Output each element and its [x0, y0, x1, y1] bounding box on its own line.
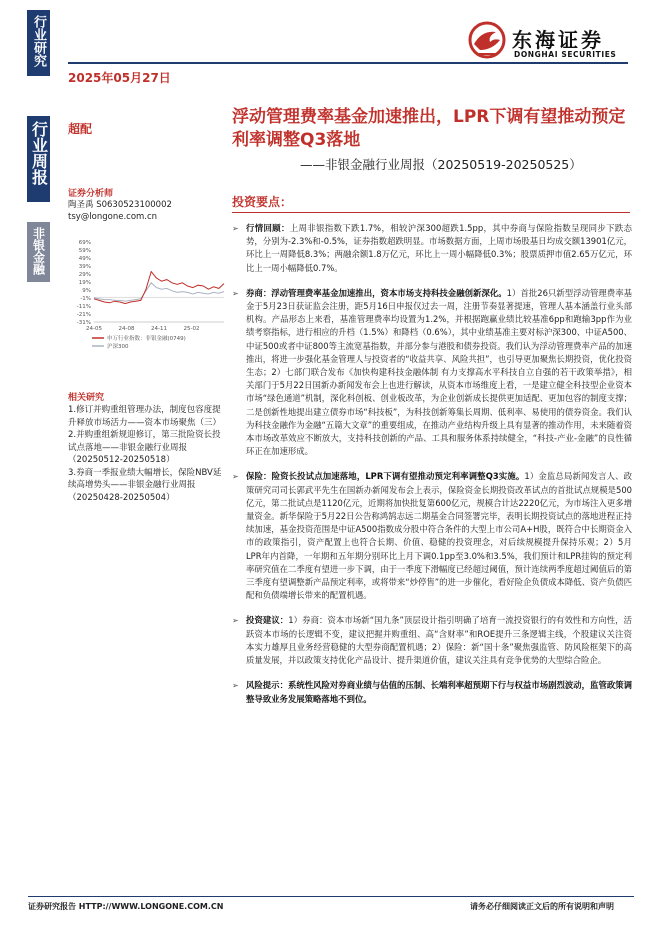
index-performance-chart [68, 236, 228, 372]
y-tick-label: 19% [78, 280, 91, 286]
chart-svg [68, 236, 228, 372]
y-tick-label: -31% [76, 320, 91, 326]
paragraph-text: 上周非银指数下跌1.7%，相较沪深300超跌1.5pp，其中券商与保险指数呈现同步下跌态势，分别为-2.3%和-0.5%，证券指数超跌明显。市场数据方面，上周市场股基日均成交额13901亿元，环比上一周降低8.3%；两融余额1.8万亿元，环比上一周小幅降低0.3%；股票质押市值2.65万亿元，环比上一周小幅降低0.7%。 [246, 223, 633, 273]
analyst-name: 陶圣禹 S0630523100002 [68, 200, 172, 210]
report-body [232, 222, 632, 706]
x-tick-label: 24-05 [86, 326, 102, 332]
analyst-heading: 证券分析师 [68, 189, 114, 199]
footer-divider [28, 896, 634, 897]
side-tab-industry-research [27, 10, 50, 76]
x-tick-label: 24-08 [118, 326, 135, 332]
related-item[interactable]: 3.券商一季报业绩大幅增长，保险NBV延续高增势头——非银金融行业周报（20250428-20250504） [68, 467, 222, 503]
side-tab-label: 非银金融 [31, 227, 46, 275]
side-tab-industry-weekly [27, 116, 50, 202]
analyst-info [68, 199, 172, 223]
brokerage-paragraph [232, 287, 632, 459]
paragraph-text: 1）金监总局新闻发言人、政策研究司司长郭武平先生在国新办新闻发布会上表示，保险资金长期投资改革试点的首批试点规模是500亿元，第二批试点是1120亿元，近期将加快批复第600亿元，规模合计达2220亿元，为市场注入更多增量资金。新华保险于5月22日公告称鸿鹄志远二期基金合同签署完毕，表明长期投资试点的落地进程正持续加速，基金投资范围是中证A500指数成分股中符合条件的大型上市公司A+H股，既符合中长期资金入市的政策指引，资产配置上也符合长期、价值、稳健的投资理念，对后续规模提升保持乐观；2）5月LPR年内首降，一年期和五年期分别环比上月下调0.1pp至3.0%和3.5%，我们预计和LPR挂钩的预定利率研究值在二季度有望进一步下调，由于一季度下滑幅度已经超过阈值，预计连续两季度超过阈值后的第三季度有望调整新产品预定利率，或将带来“炒停售”的进一步催化，看好险企负债成本降低、资产负债匹配和负债端增长带来的配置机遇。 [246, 471, 632, 601]
x-tick-label: 24-11 [151, 326, 167, 332]
y-tick-label: -21% [76, 312, 91, 318]
paragraph-lead: 投资建议： [246, 615, 289, 626]
related-item[interactable]: 2.并购重组新规迎修订，第三批险资长投试点落地——非银金融行业周报（20250512-20250518） [68, 430, 221, 465]
legend-label: 沪深300 [107, 344, 129, 350]
insurance-paragraph [232, 470, 632, 602]
legend-label: 申万行业指数：非银金融(0749) [107, 336, 186, 342]
investment-advice-paragraph [232, 614, 632, 667]
y-tick-label: 49% [78, 256, 91, 262]
bullet-arrow-icon: ➢ [232, 616, 239, 626]
analyst-email[interactable]: tsy@longone.com.cn [68, 212, 158, 222]
series-line [94, 272, 224, 304]
report-date: 2025年05月27日 [68, 71, 171, 85]
paragraph-lead: 风险提示：系统性风险对券商业绩与估值的压制、长端利率超预期下行与权益市场剧烈波动，监管政策调整导致业务发展策略落地不到位。 [246, 680, 632, 704]
x-tick-label: 25-02 [183, 326, 200, 332]
y-tick-label: -1% [80, 296, 91, 302]
bullet-arrow-icon: ➢ [232, 224, 239, 233]
report-subtitle: ——非银金融行业周报（20250519-20250525） [300, 157, 582, 172]
paragraph-text: 1）首批26只新型浮动管理费率基金于5月23日获证监会注册，距5月16日申报仅过去一周，注册节奏显著提速，管理人基本涵盖行业头部机构。产品形态上来看，基准管理费率均设置为1.2%，并根据跑赢业绩比较基准6pp和跑输3pp作为业绩考察指标，进行相应的升档（1.5%）和降档（0.6%），其中业绩基准主要对标沪深300、中证A500、中证500或者中证800等主流宽基指数，并部分参与港股和债券投资。我们认为浮动管理费率产品的加速推出，将进一步强化基金管理人与投资者的“收益共享、风险共担”，也引导更加聚焦长期投资，优化投资生态；2）七部门联合发布《加快构建科技金融体制 有力支撑高水平科技自立自强的若干政策举措》，相关部门于5月22日国新办新闻发布会上也进行解读，从资本市场维度上看，一是建立健全科技型企业资本市场“绿色通道”机制，深化科创板、创业板改革，为企业创新成长提供更加适配、更加包容的制度支撑；二是创新性地提出建立债券市场“科技板”，为科技创新筹集长周期、低利率、易使用的债券资金。我们认为科技金融作为金融“五篇大文章”的重要组成，在推动产业结构升级上具有显著的推动作用，未来随着资本市场改革效应不断放大，支持科技创新的产品、工具和服务体系持续健全，“科技-产业-金融”的良性循环正在加速形成。 [246, 287, 633, 457]
bullet-arrow-icon: ➢ [232, 681, 239, 691]
y-tick-label: 29% [78, 272, 91, 278]
key-points-heading: 投资要点： [232, 195, 293, 209]
related-item[interactable]: 1.修订并购重组管理办法，制度包容度提升释放市场活力——资本市场聚焦（三） [68, 405, 222, 428]
related-research-heading: 相关研究 [68, 393, 105, 403]
footer-disclaimer: 请务必仔细阅读正文后的所有说明和声明 [470, 902, 614, 911]
donghai-logo-icon [466, 20, 508, 64]
market-review-paragraph [232, 222, 632, 275]
header-divider [68, 62, 628, 64]
y-tick-label: 59% [78, 248, 91, 254]
y-tick-label: 69% [78, 240, 91, 246]
key-points-divider [232, 212, 630, 213]
bullet-arrow-icon: ➢ [232, 472, 239, 482]
bullet-arrow-icon: ➢ [232, 288, 239, 298]
y-tick-label: 9% [82, 288, 91, 294]
side-tab-label: 行业周报 [29, 121, 49, 185]
logo-chinese-name: 东海证券 [512, 28, 604, 52]
risk-warning-paragraph [232, 679, 632, 705]
footer-website[interactable]: 证券研究报告 HTTP://WWW.LONGONE.COM.CN [28, 902, 224, 911]
related-research-list [68, 404, 228, 504]
paragraph-lead: 保险：险资长投试点加速落地，LPR下调有望推动预定利率调整Q3实施。 [246, 471, 525, 482]
report-title: 浮动管理费率基金加速推出，LPR下调有望推动预定利率调整Q3落地 [232, 107, 626, 150]
rating-label: 超配 [68, 122, 93, 136]
side-tab-label: 行业研究 [31, 15, 46, 67]
y-tick-label: -11% [76, 304, 91, 310]
series-line [94, 283, 224, 301]
paragraph-lead: 券商：浮动管理费率基金加速推出，资本市场支持科技金融创新深化。 [246, 287, 507, 298]
paragraph-text: 1）券商：资本市场新“国九条”顶层设计指引明确了培育一流投资银行的有效性和方向性，活跃资本市场的长逻辑不变，建议把握并购重组、高“含财率”和ROE提升三条逻辑主线，个股建议关注资本实力雄厚且业务经营稳健的大型券商配置机遇；2）保险：新“国十条”聚焦强监管、防风险框架下的高质量发展，并以政策支持优化产品设计、提升渠道价值，建议关注具有竞争优势的大型综合险企。 [246, 615, 632, 666]
paragraph-lead: 行情回顾： [246, 223, 290, 233]
company-logo [466, 20, 636, 64]
logo-english-name: DONGHAI SECURITIES [514, 50, 617, 59]
y-tick-label: 39% [78, 264, 91, 270]
side-tab-nonbank-finance [27, 222, 50, 282]
